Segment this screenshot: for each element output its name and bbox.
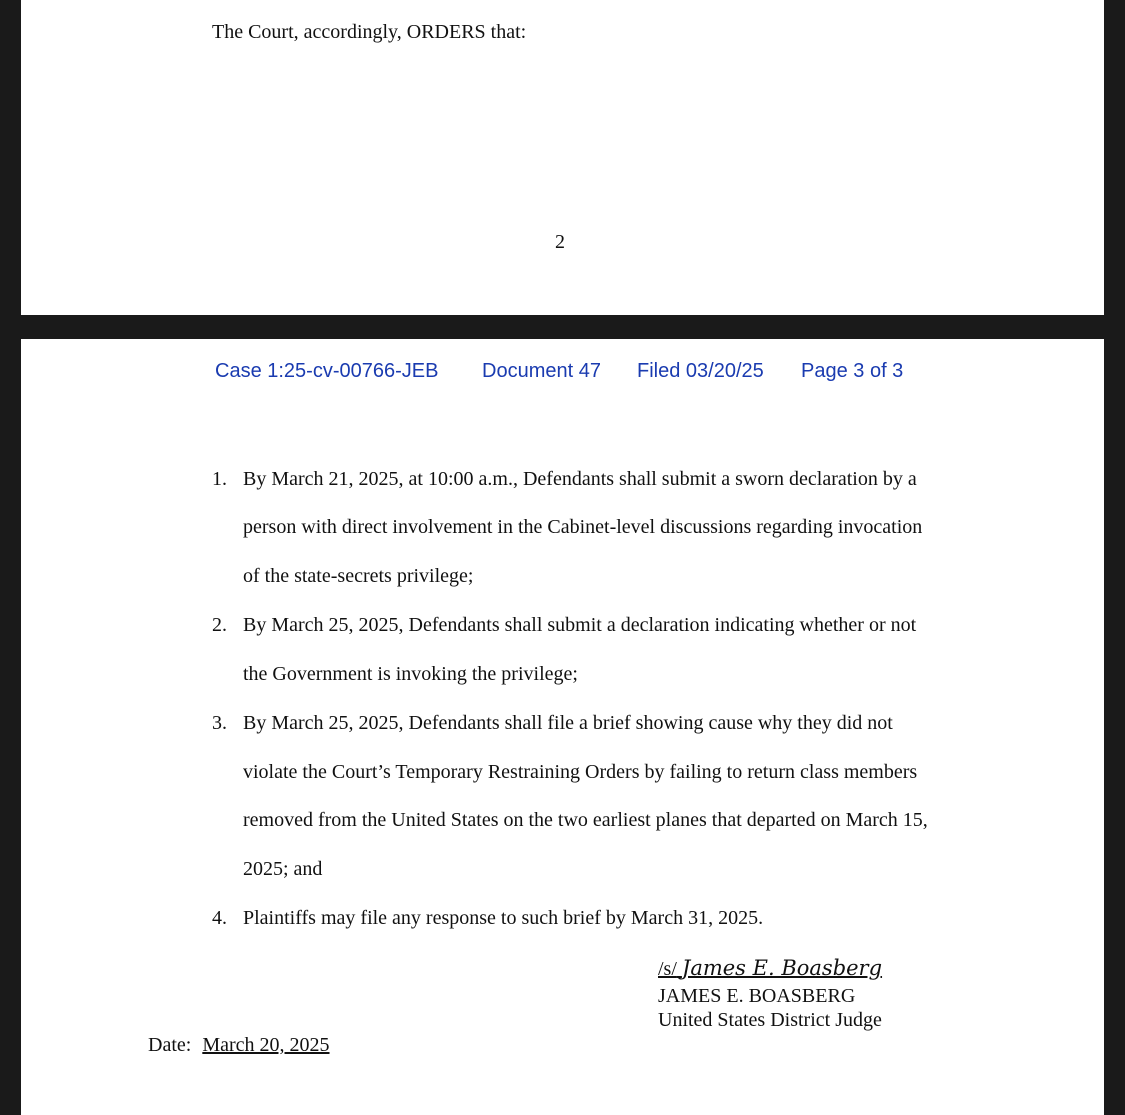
order-text-line: Plaintiffs may file any response to such brief by March 31, 2025. — [243, 907, 764, 929]
order-text-line: By March 21, 2025, at 10:00 a.m., Defendants shall submit a sworn declaration by a — [243, 468, 917, 490]
list-number: 4. — [212, 907, 227, 929]
signature-name: James E. Boasberg — [681, 956, 883, 980]
page-indicator: Page 3 of 3 — [801, 360, 904, 382]
judge-printed-name: JAMES E. BOASBERG — [658, 985, 856, 1007]
order-text-line: 2025; and — [243, 858, 323, 880]
date-line — [148, 1033, 330, 1057]
case-number: Case 1:25-cv-00766-JEB — [215, 360, 439, 382]
order-text-line: of the state-secrets privilege; — [243, 565, 474, 587]
orders-intro: The Court, accordingly, ORDERS that: — [212, 21, 527, 43]
signature-prefix: /s/ — [658, 958, 677, 980]
document-page-3 — [21, 339, 1104, 1115]
order-text-line: violate the Court’s Temporary Restraining Orders by failing to return class members — [243, 761, 918, 783]
order-text-line: By March 25, 2025, Defendants shall submit a declaration indicating whether or not — [243, 614, 917, 636]
order-text-line: By March 25, 2025, Defendants shall file a brief showing cause why they did not — [243, 712, 893, 734]
document-number: Document 47 — [482, 360, 601, 382]
date-label: Date: — [148, 1034, 192, 1056]
date-value: March 20, 2025 — [202, 1034, 330, 1056]
list-number: 1. — [212, 468, 227, 490]
order-text-line: removed from the United States on the two earliest planes that departed on March 15, — [243, 809, 928, 831]
list-number: 3. — [212, 712, 227, 734]
e-signature — [658, 956, 882, 981]
document-page-2 — [21, 0, 1104, 315]
filed-date: Filed 03/20/25 — [637, 360, 764, 382]
page-number: 2 — [555, 231, 565, 253]
order-text-line: the Government is invoking the privilege; — [243, 663, 578, 685]
order-text-line: person with direct involvement in the Cabinet-level discussions regarding invocation — [243, 516, 923, 538]
judge-title: United States District Judge — [658, 1009, 882, 1031]
list-number: 2. — [212, 614, 227, 636]
